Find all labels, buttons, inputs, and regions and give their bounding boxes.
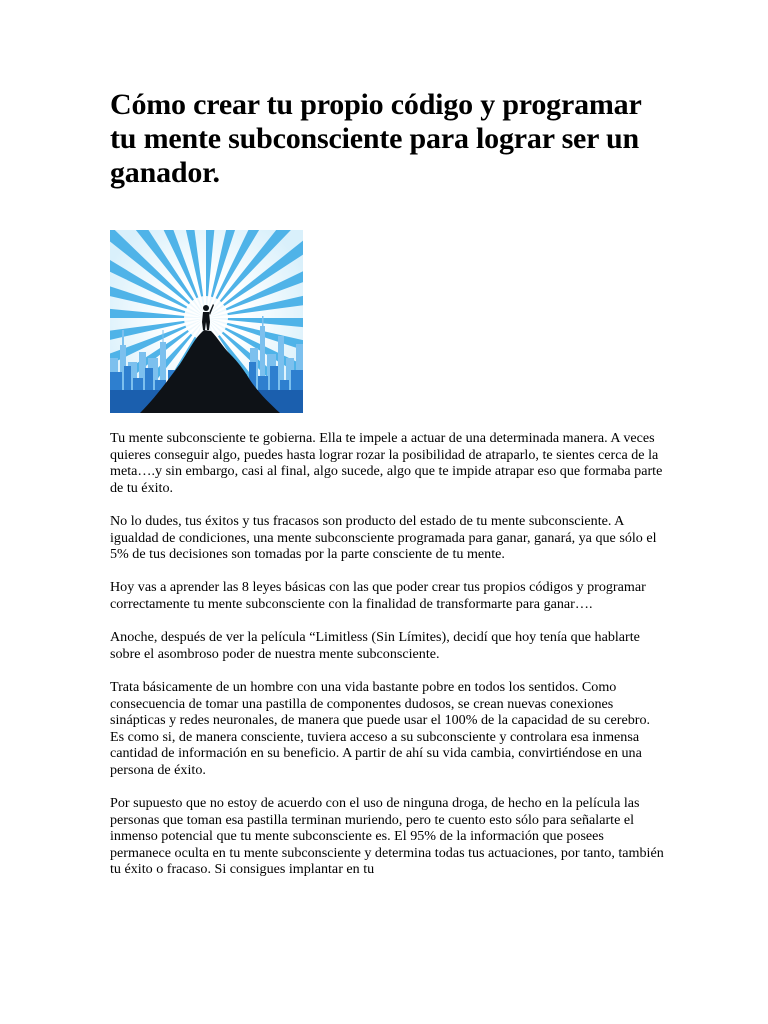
document-title: Cómo crear tu propio código y programar tu mente subconsciente para lograr ser un ganador. xyxy=(110,88,642,189)
paragraph-2: No lo dudes, tus éxitos y tus fracasos son producto del estado de tu mente subconsciente. A igualdad de condiciones, una mente subconsciente programada para ganar, ganará, ya que sólo el 5% de tus decisiones son tomadas por la parte consciente de tu mente. xyxy=(110,512,657,563)
paragraph-5: Trata básicamente de un hombre con una vida bastante pobre en todos los sentidos. Como consecuencia de tomar una pastilla de componentes dudosos, se crean nuevas conexiones sinápticas y redes neuronales, de manera que puede usar el 100% de la capacidad de su cerebro. Es como si, de manera consciente, tuviera acceso a su subconsciente y controlara esa inmensa cantidad de información en su beneficio. A partir de ahí su vida cambia, convirtiéndose en una persona de éxito. xyxy=(110,678,651,778)
summit-illustration xyxy=(110,230,303,413)
document-page xyxy=(110,88,665,895)
article-body xyxy=(110,430,665,878)
paragraph-1: Tu mente subconsciente te gobierna. Ella te impele a actuar de una determinada manera. A veces quieres conseguir algo, puedes hasta lograr rozar la posibilidad de atraparlo, te sientes cerca de la meta….y sin embargo, casi al final, algo sucede, algo que te impide atrapar eso que formaba parte de tu éxito. xyxy=(110,430,663,496)
paragraph-3: Hoy vas a aprender las 8 leyes básicas con las que poder crear tus propios códigos y programar correctamente tu mente subconsciente con la finalidad de transformarte para ganar…. xyxy=(110,579,646,612)
paragraph-6: Por supuesto que no estoy de acuerdo con el uso de ninguna droga, de hecho en la película las personas que toman esa pastilla terminan muriendo, pero te cuento esto sólo para señalarte el inmenso potencial que tu mente subconsciente es. El 95% de la información que posees permanece oculta en tu mente subconsciente y determina todas tus actuaciones, por tanto, también tu éxito o fracaso. Si consigues implantar en tu xyxy=(110,795,664,878)
paragraph-4: Anoche, después de ver la película “Limitless (Sin Límites), decidí que hoy tenía que hablarte sobre el asombroso poder de nuestra mente subconsciente. xyxy=(110,629,640,662)
